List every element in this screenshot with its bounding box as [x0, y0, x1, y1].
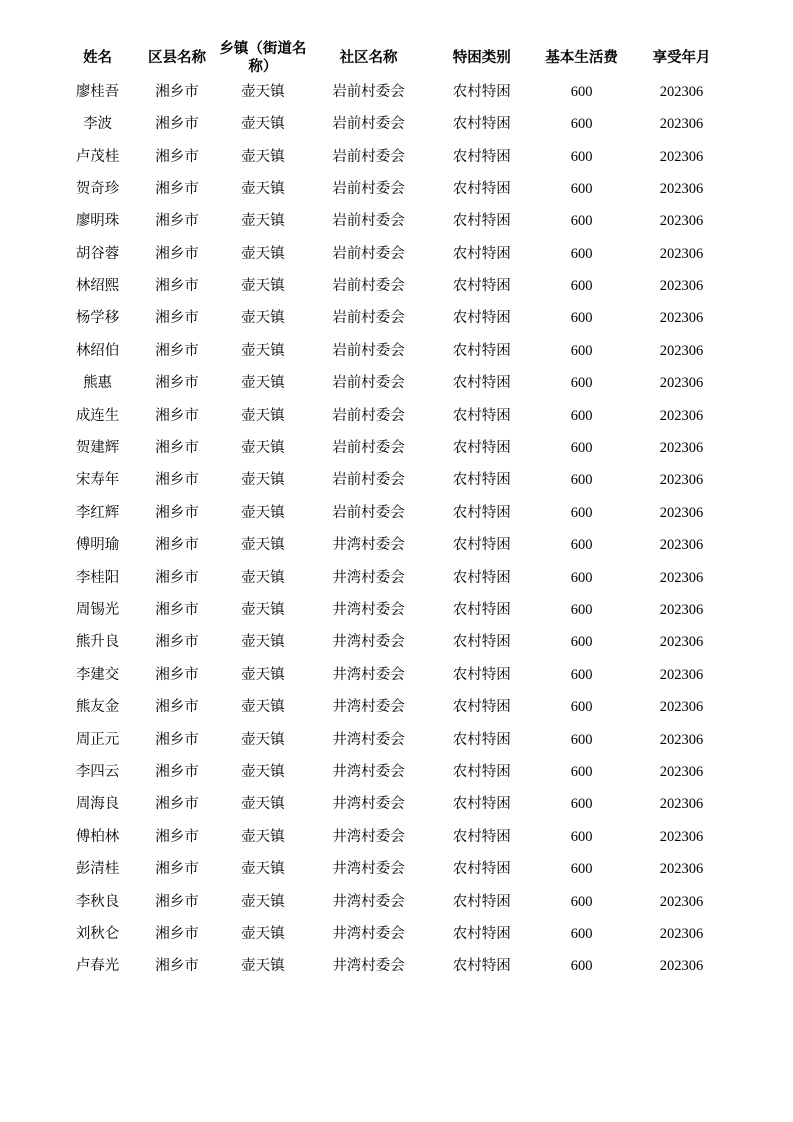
cell-town: 壶天镇 — [241, 699, 285, 716]
table-row — [60, 206, 733, 238]
table-row — [60, 465, 733, 497]
cell-category: 农村特困 — [452, 83, 511, 100]
cell-village: 岩前村委会 — [332, 278, 405, 295]
cell-allowance: 600 — [570, 148, 593, 165]
cell-name: 李红辉 — [75, 504, 120, 521]
table-row — [60, 530, 733, 562]
cell-name: 刘秋仑 — [75, 925, 120, 942]
cell-village: 井湾村委会 — [332, 537, 405, 554]
cell-name: 傅柏林 — [75, 828, 120, 845]
cell-category: 农村特困 — [452, 375, 511, 392]
cell-allowance: 600 — [570, 861, 593, 878]
cell-allowance: 600 — [570, 310, 593, 327]
column-header-period: 享受年月 — [652, 50, 711, 67]
cell-period: 202306 — [659, 731, 704, 748]
cell-town: 壶天镇 — [241, 440, 285, 457]
cell-village: 岩前村委会 — [332, 375, 405, 392]
cell-allowance: 600 — [570, 925, 593, 942]
cell-name: 李秋良 — [75, 893, 120, 910]
cell-period: 202306 — [659, 893, 704, 910]
cell-category: 农村特困 — [452, 569, 511, 586]
cell-town: 壶天镇 — [241, 342, 285, 359]
cell-category: 农村特困 — [452, 763, 511, 780]
cell-name: 周海良 — [75, 796, 120, 813]
cell-name: 熊升良 — [75, 634, 120, 651]
cell-allowance: 600 — [570, 180, 593, 197]
cell-category: 农村特困 — [452, 278, 511, 295]
cell-town: 壶天镇 — [241, 83, 285, 100]
cell-town: 壶天镇 — [241, 925, 285, 942]
cell-category: 农村特困 — [452, 342, 511, 359]
cell-village: 岩前村委会 — [332, 440, 405, 457]
cell-period: 202306 — [659, 796, 704, 813]
cell-category: 农村特困 — [452, 699, 511, 716]
cell-name: 杨学移 — [75, 310, 120, 327]
cell-village: 井湾村委会 — [332, 602, 405, 618]
table-row — [60, 238, 733, 270]
cell-name: 廖桂吾 — [75, 83, 120, 100]
cell-period: 202306 — [659, 763, 704, 780]
cell-town: 壶天镇 — [241, 213, 285, 230]
cell-period: 202306 — [659, 828, 704, 845]
cell-village: 井湾村委会 — [332, 861, 405, 878]
cell-village: 井湾村委会 — [332, 893, 405, 910]
cell-name: 廖明珠 — [75, 213, 120, 230]
cell-name: 熊友金 — [75, 699, 120, 716]
table-row — [60, 886, 733, 918]
cell-allowance: 600 — [570, 958, 593, 975]
cell-period: 202306 — [659, 699, 704, 716]
table-row — [60, 368, 733, 400]
cell-county: 湘乡市 — [155, 504, 199, 521]
cell-name: 胡谷蓉 — [75, 245, 120, 262]
table-row — [60, 595, 733, 627]
cell-village: 岩前村委会 — [332, 310, 405, 327]
cell-village: 岩前村委会 — [332, 342, 405, 359]
cell-village: 岩前村委会 — [332, 83, 405, 100]
cell-village: 岩前村委会 — [332, 148, 405, 165]
column-header-category: 特困类别 — [452, 50, 511, 67]
cell-allowance: 600 — [570, 375, 593, 392]
cell-name: 卢茂桂 — [75, 148, 120, 165]
cell-town: 壶天镇 — [241, 537, 285, 554]
cell-town: 壶天镇 — [241, 861, 285, 878]
cell-village: 岩前村委会 — [332, 213, 405, 230]
cell-village: 岩前村委会 — [332, 245, 405, 262]
cell-town: 壶天镇 — [241, 731, 285, 748]
cell-name: 林绍熙 — [75, 278, 120, 295]
cell-village: 井湾村委会 — [332, 634, 405, 651]
table-row — [60, 789, 733, 821]
table-row — [60, 562, 733, 594]
cell-category: 农村特困 — [452, 634, 511, 651]
cell-period: 202306 — [659, 537, 704, 554]
cell-name: 林绍伯 — [75, 342, 120, 359]
cell-county: 湘乡市 — [155, 828, 199, 845]
column-header-town: 乡镇（街道名称） — [219, 41, 307, 76]
cell-town: 壶天镇 — [241, 407, 285, 424]
cell-town: 壶天镇 — [241, 796, 285, 813]
cell-town: 壶天镇 — [241, 634, 285, 651]
table-header — [60, 40, 733, 76]
cell-town: 壶天镇 — [241, 148, 285, 165]
cell-village: 岩前村委会 — [332, 116, 405, 133]
table-row — [60, 109, 733, 141]
cell-county: 湘乡市 — [155, 278, 199, 295]
cell-period: 202306 — [659, 180, 704, 197]
cell-period: 202306 — [659, 116, 704, 133]
cell-town: 壶天镇 — [241, 310, 285, 327]
column-header-village: 社区名称 — [339, 50, 398, 67]
cell-county: 湘乡市 — [155, 537, 199, 554]
table-header-row — [60, 40, 733, 76]
cell-allowance: 600 — [570, 634, 593, 651]
cell-period: 202306 — [659, 666, 704, 683]
cell-period: 202306 — [659, 861, 704, 878]
column-header-allowance: 基本生活费 — [545, 50, 618, 67]
cell-name: 李桂阳 — [75, 569, 120, 586]
cell-name: 李建交 — [75, 666, 120, 683]
cell-village: 井湾村委会 — [332, 763, 405, 780]
cell-period: 202306 — [659, 213, 704, 230]
cell-category: 农村特困 — [452, 116, 511, 133]
cell-period: 202306 — [659, 504, 704, 521]
cell-village: 井湾村委会 — [332, 828, 405, 845]
cell-village: 井湾村委会 — [332, 699, 405, 716]
table-row — [60, 821, 733, 853]
cell-allowance: 600 — [570, 731, 593, 748]
cell-category: 农村特困 — [452, 861, 511, 878]
cell-village: 岩前村委会 — [332, 180, 405, 197]
cell-period: 202306 — [659, 925, 704, 942]
cell-name: 宋寿年 — [75, 472, 120, 489]
cell-category: 农村特困 — [452, 958, 511, 975]
cell-allowance: 600 — [570, 245, 593, 262]
cell-allowance: 600 — [570, 504, 593, 521]
table-row — [60, 335, 733, 367]
table-row — [60, 433, 733, 465]
cell-allowance: 600 — [570, 763, 593, 780]
table-row — [60, 173, 733, 205]
cell-name: 成连生 — [75, 407, 120, 424]
cell-village: 井湾村委会 — [332, 958, 405, 975]
cell-category: 农村特困 — [452, 731, 511, 748]
cell-allowance: 600 — [570, 440, 593, 457]
cell-county: 湘乡市 — [155, 342, 199, 359]
cell-allowance: 600 — [570, 602, 593, 618]
cell-name: 熊惠 — [83, 375, 113, 392]
cell-allowance: 600 — [570, 666, 593, 683]
cell-period: 202306 — [659, 602, 704, 618]
table-row — [60, 659, 733, 691]
table-row — [60, 627, 733, 659]
cell-allowance: 600 — [570, 828, 593, 845]
cell-category: 农村特困 — [452, 180, 511, 197]
cell-town: 壶天镇 — [241, 180, 285, 197]
cell-allowance: 600 — [570, 569, 593, 586]
cell-period: 202306 — [659, 342, 704, 359]
cell-county: 湘乡市 — [155, 666, 199, 683]
cell-allowance: 600 — [570, 893, 593, 910]
cell-category: 农村特困 — [452, 407, 511, 424]
cell-county: 湘乡市 — [155, 440, 199, 457]
table-row — [60, 76, 733, 108]
cell-category: 农村特困 — [452, 213, 511, 230]
cell-county: 湘乡市 — [155, 116, 199, 133]
cell-name: 李四云 — [75, 763, 120, 780]
cell-county: 湘乡市 — [155, 180, 199, 197]
cell-period: 202306 — [659, 472, 704, 489]
cell-category: 农村特困 — [452, 893, 511, 910]
table-body — [60, 76, 733, 983]
cell-village: 井湾村委会 — [332, 925, 405, 942]
cell-period: 202306 — [659, 310, 704, 327]
cell-county: 湘乡市 — [155, 245, 199, 262]
cell-town: 壶天镇 — [241, 375, 285, 392]
cell-allowance: 600 — [570, 213, 593, 230]
cell-name: 卢春光 — [75, 958, 120, 975]
cell-village: 岩前村委会 — [332, 407, 405, 424]
cell-category: 农村特困 — [452, 796, 511, 813]
cell-allowance: 600 — [570, 699, 593, 716]
table-row — [60, 400, 733, 432]
cell-county: 湘乡市 — [155, 148, 199, 165]
cell-town: 壶天镇 — [241, 828, 285, 845]
cell-county: 湘乡市 — [155, 407, 199, 424]
cell-town: 壶天镇 — [241, 763, 285, 780]
cell-county: 湘乡市 — [155, 699, 199, 716]
cell-county: 湘乡市 — [155, 763, 199, 780]
cell-allowance: 600 — [570, 472, 593, 489]
cell-county: 湘乡市 — [155, 310, 199, 327]
cell-county: 湘乡市 — [155, 83, 199, 100]
cell-town: 壶天镇 — [241, 602, 285, 618]
cell-county: 湘乡市 — [155, 796, 199, 813]
cell-category: 农村特困 — [452, 666, 511, 683]
cell-county: 湘乡市 — [155, 958, 199, 975]
cell-county: 湘乡市 — [155, 861, 199, 878]
cell-category: 农村特困 — [452, 310, 511, 327]
cell-village: 井湾村委会 — [332, 796, 405, 813]
cell-village: 井湾村委会 — [332, 731, 405, 748]
cell-allowance: 600 — [570, 342, 593, 359]
cell-period: 202306 — [659, 958, 704, 975]
column-header-county: 区县名称 — [147, 50, 206, 67]
cell-county: 湘乡市 — [155, 602, 199, 618]
cell-village: 岩前村委会 — [332, 504, 405, 521]
cell-period: 202306 — [659, 634, 704, 651]
cell-allowance: 600 — [570, 796, 593, 813]
cell-category: 农村特困 — [452, 602, 511, 618]
table-row — [60, 692, 733, 724]
cell-county: 湘乡市 — [155, 634, 199, 651]
cell-period: 202306 — [659, 83, 704, 100]
cell-village: 井湾村委会 — [332, 666, 405, 683]
cell-county: 湘乡市 — [155, 893, 199, 910]
cell-village: 井湾村委会 — [332, 569, 405, 586]
cell-period: 202306 — [659, 407, 704, 424]
cell-name: 彭清桂 — [75, 861, 120, 878]
cell-county: 湘乡市 — [155, 472, 199, 489]
table-row — [60, 497, 733, 529]
cell-allowance: 600 — [570, 537, 593, 554]
cell-name: 李波 — [83, 116, 113, 133]
cell-town: 壶天镇 — [241, 893, 285, 910]
cell-allowance: 600 — [570, 278, 593, 295]
cell-village: 岩前村委会 — [332, 472, 405, 489]
cell-county: 湘乡市 — [155, 569, 199, 586]
cell-town: 壶天镇 — [241, 666, 285, 683]
cell-category: 农村特困 — [452, 537, 511, 554]
cell-period: 202306 — [659, 440, 704, 457]
cell-allowance: 600 — [570, 116, 593, 133]
cell-town: 壶天镇 — [241, 278, 285, 295]
column-header-name: 姓名 — [83, 50, 113, 67]
cell-name: 周锡光 — [75, 602, 120, 618]
cell-county: 湘乡市 — [155, 213, 199, 230]
cell-county: 湘乡市 — [155, 925, 199, 942]
cell-period: 202306 — [659, 569, 704, 586]
cell-category: 农村特困 — [452, 440, 511, 457]
cell-name: 贺建辉 — [75, 440, 120, 457]
cell-category: 农村特困 — [452, 504, 511, 521]
cell-period: 202306 — [659, 278, 704, 295]
table-row — [60, 271, 733, 303]
cell-name: 贺奇珍 — [75, 180, 120, 197]
cell-category: 农村特困 — [452, 925, 511, 942]
cell-town: 壶天镇 — [241, 504, 285, 521]
cell-name: 周正元 — [75, 731, 120, 748]
cell-category: 农村特困 — [452, 148, 511, 165]
cell-town: 壶天镇 — [241, 245, 285, 262]
cell-allowance: 600 — [570, 407, 593, 424]
cell-allowance: 600 — [570, 83, 593, 100]
cell-category: 农村特困 — [452, 472, 511, 489]
cell-town: 壶天镇 — [241, 116, 285, 133]
cell-town: 壶天镇 — [241, 569, 285, 586]
table-row — [60, 918, 733, 950]
cell-period: 202306 — [659, 245, 704, 262]
cell-county: 湘乡市 — [155, 731, 199, 748]
table-row — [60, 724, 733, 756]
table-row — [60, 854, 733, 886]
cell-category: 农村特困 — [452, 828, 511, 845]
cell-county: 湘乡市 — [155, 375, 199, 392]
table-row — [60, 303, 733, 335]
table-row — [60, 951, 733, 983]
cell-town: 壶天镇 — [241, 472, 285, 489]
table-row — [60, 141, 733, 173]
cell-period: 202306 — [659, 148, 704, 165]
beneficiary-table — [60, 40, 733, 983]
cell-name: 傅明瑜 — [75, 537, 120, 554]
cell-town: 壶天镇 — [241, 958, 285, 975]
table-row — [60, 756, 733, 788]
cell-period: 202306 — [659, 375, 704, 392]
cell-category: 农村特困 — [452, 245, 511, 262]
